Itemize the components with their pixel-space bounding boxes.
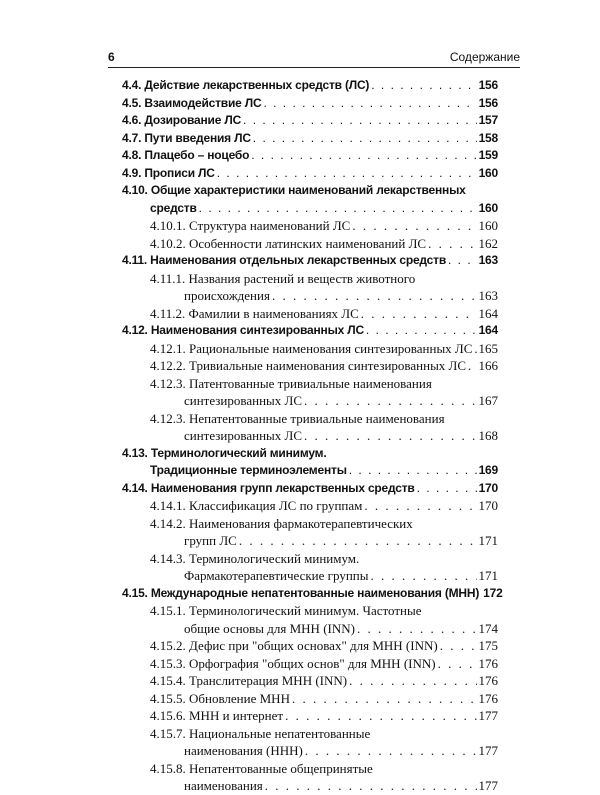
dot-leader bbox=[357, 620, 477, 638]
toc-entry bbox=[122, 410, 498, 445]
toc-entry-line-last bbox=[122, 217, 498, 235]
toc-entry bbox=[122, 235, 498, 253]
toc-entry-title: 4.15.2. Дефис при "общих основах" для МНН (INN) bbox=[150, 638, 438, 653]
dot-leader bbox=[239, 532, 477, 550]
toc-entry bbox=[122, 252, 498, 270]
toc-entry bbox=[122, 550, 498, 585]
toc-entry bbox=[122, 305, 498, 323]
toc-page-number: 164 bbox=[478, 305, 498, 321]
toc-entry-title: Традиционные терминоэлементы bbox=[150, 463, 347, 477]
toc-entry-title: 4.15.6. МНН и интернет bbox=[150, 708, 284, 723]
toc-entry-title: 4.14.1. Классификация ЛС по группам bbox=[150, 498, 363, 513]
toc-page-number: 167 bbox=[478, 393, 498, 408]
toc-entry-line bbox=[122, 270, 498, 288]
toc-entry-line-last bbox=[122, 690, 498, 708]
toc-page-number: 160 bbox=[478, 200, 498, 215]
dot-leader bbox=[352, 217, 476, 235]
dot-leader bbox=[364, 497, 476, 515]
toc-entry-title: 4.12.1. Рациональные наименования синтезированных ЛС bbox=[150, 340, 473, 356]
toc-entry-line-last bbox=[122, 480, 498, 498]
toc-entry-title: 4.6. Дозирование ЛС bbox=[122, 113, 242, 127]
toc-entry-title: 4.15. Международные непатентованные наименования (МНН) bbox=[122, 585, 480, 600]
toc-entry-title: 4.14.3. Терминологический минимум. bbox=[150, 550, 360, 566]
toc-entry-title: 4.15.7. Национальные непатентованные bbox=[150, 725, 371, 741]
dot-leader bbox=[370, 567, 476, 585]
toc-entry-line-last bbox=[122, 287, 498, 305]
toc-entry bbox=[122, 95, 498, 113]
toc-page-number: 177 bbox=[478, 743, 498, 758]
toc-entry bbox=[122, 77, 498, 95]
toc-entry-title: 4.12.3. Непатентованные тривиальные наименования bbox=[150, 410, 445, 426]
dot-leader bbox=[438, 655, 477, 673]
toc-page-number: 156 bbox=[478, 95, 498, 110]
toc-page-number: 176 bbox=[478, 655, 498, 671]
toc-page-number: 169 bbox=[478, 463, 498, 477]
toc-entry-title: общие основы для МНН (INN) bbox=[184, 620, 355, 636]
toc-entry-title: 4.12. Наименования синтезированных ЛС bbox=[122, 323, 364, 337]
toc-entry-title: 4.9. Прописи ЛС bbox=[122, 165, 215, 180]
toc-entry-line bbox=[122, 760, 498, 778]
toc-page-number: 176 bbox=[478, 690, 498, 706]
page-number: 6 bbox=[108, 50, 115, 64]
toc-page-number: 165 bbox=[478, 340, 498, 356]
toc-entry bbox=[122, 445, 498, 480]
toc-entry-line-last bbox=[122, 340, 498, 358]
toc-page-number: 164 bbox=[478, 323, 498, 337]
toc-entry-title: наименования (ННН) bbox=[184, 743, 303, 758]
dot-leader bbox=[371, 77, 476, 95]
toc-entry-line bbox=[122, 445, 498, 463]
toc-entry-line bbox=[122, 410, 498, 428]
dot-leader bbox=[272, 287, 477, 305]
dot-leader bbox=[366, 322, 477, 340]
toc-page-number: 157 bbox=[478, 113, 498, 127]
toc-entry bbox=[122, 340, 498, 358]
toc-entry bbox=[122, 725, 498, 760]
toc-page-number: 166 bbox=[478, 358, 498, 373]
toc-entry-line-last bbox=[122, 585, 503, 603]
toc-entry-title: 4.5. Взаимодействие ЛС bbox=[122, 95, 262, 110]
toc-entry-title: групп ЛС bbox=[184, 533, 237, 548]
dot-leader bbox=[251, 147, 476, 165]
toc-entry-line bbox=[122, 725, 498, 743]
dot-leader bbox=[199, 200, 477, 218]
toc-entry-title: 4.14.2. Наименования фармакотерапевтических bbox=[150, 515, 413, 531]
dot-leader bbox=[304, 427, 476, 445]
toc-entry-line bbox=[122, 550, 498, 568]
dot-leader bbox=[349, 672, 476, 690]
toc-entry-line-last bbox=[122, 655, 498, 673]
toc-entry-title: 4.15.3. Орфография "общих основ" для МНН (INN) bbox=[150, 655, 436, 671]
toc-entry bbox=[122, 147, 498, 165]
toc-page-number: 171 bbox=[478, 568, 498, 583]
toc-entry-line-last bbox=[122, 165, 498, 183]
toc-entry-title: Фармакотерапевтические группы bbox=[184, 568, 369, 583]
toc-entry bbox=[122, 375, 498, 410]
toc-page-number: 163 bbox=[478, 288, 498, 303]
running-title: Содержание bbox=[449, 50, 520, 64]
toc-entry-line-last bbox=[122, 95, 498, 113]
toc-entry-line-last bbox=[122, 130, 498, 148]
toc-entry-line-last bbox=[122, 392, 498, 410]
toc-entry-line-last bbox=[122, 497, 498, 515]
toc-entry bbox=[122, 672, 498, 690]
toc-page-number: 174 bbox=[478, 620, 498, 636]
toc-entry-title: 4.15.8. Непатентованные общепринятые bbox=[150, 760, 373, 776]
toc-entry-line-last bbox=[122, 672, 498, 690]
toc-entry bbox=[122, 357, 498, 375]
toc-entry bbox=[122, 602, 498, 637]
toc-entry-title: 4.12.3. Патентованные тривиальные наименования bbox=[150, 375, 432, 391]
toc-entry-line-last bbox=[122, 77, 498, 95]
toc-entry bbox=[122, 480, 498, 498]
toc-entry bbox=[122, 130, 498, 148]
toc-entry bbox=[122, 322, 498, 340]
toc-entry bbox=[122, 165, 498, 183]
toc-entry-title: 4.4. Действие лекарственных средств (ЛС) bbox=[122, 78, 370, 92]
toc-entry-title: средств bbox=[150, 200, 197, 215]
toc-entry-line-last bbox=[122, 707, 498, 725]
toc-entry-line-last bbox=[122, 567, 498, 585]
toc-page-number: 158 bbox=[478, 130, 498, 145]
toc-entry-title: синтезированных ЛС bbox=[184, 393, 303, 408]
toc-entry bbox=[122, 270, 498, 305]
toc-entry-title: 4.15.4. Транслитерация МНН (INN) bbox=[150, 673, 348, 688]
toc-entry-title: 4.11.1. Названия растений и веществ животного bbox=[150, 270, 416, 286]
page-header bbox=[108, 46, 520, 66]
toc-entry-line-last bbox=[122, 777, 498, 795]
toc-entry bbox=[122, 112, 498, 130]
toc-entry-line-last bbox=[122, 322, 498, 340]
toc-entry-line-last bbox=[122, 147, 498, 165]
toc-entry-line bbox=[122, 515, 498, 533]
dot-leader bbox=[305, 742, 477, 760]
toc-entry-line-last bbox=[122, 200, 498, 218]
toc-entry bbox=[122, 585, 503, 603]
toc-entry-title: синтезированных ЛС bbox=[184, 428, 303, 443]
dot-leader bbox=[349, 462, 477, 480]
toc-entry bbox=[122, 690, 498, 708]
toc-entry-line bbox=[122, 602, 498, 620]
toc-page-number: 162 bbox=[478, 235, 498, 251]
toc-entry bbox=[122, 707, 498, 725]
toc-entry bbox=[122, 217, 498, 235]
toc-page-number: 160 bbox=[478, 165, 498, 180]
toc-page-number: 170 bbox=[478, 498, 498, 513]
dot-leader bbox=[243, 112, 477, 130]
toc-page-number: 156 bbox=[478, 78, 498, 92]
toc-entry-line-last bbox=[122, 252, 498, 270]
toc-entry-line-last bbox=[122, 532, 498, 550]
toc-entry-title: 4.10.1. Структура наименований ЛС bbox=[150, 218, 351, 233]
dot-leader bbox=[304, 392, 476, 410]
toc-page-number: 171 bbox=[478, 533, 498, 548]
toc-page-number: 163 bbox=[478, 253, 498, 267]
toc-page-number: 160 bbox=[478, 218, 498, 233]
toc-page-number: 168 bbox=[478, 428, 498, 443]
toc-entry bbox=[122, 760, 498, 795]
toc-entry-title: наименования bbox=[184, 778, 263, 793]
dot-leader bbox=[253, 130, 477, 148]
dot-leader bbox=[292, 690, 477, 708]
dot-leader bbox=[265, 777, 477, 795]
dot-leader bbox=[285, 707, 476, 725]
toc-entry-title: 4.13. Терминологический минимум. bbox=[122, 445, 327, 460]
dot-leader bbox=[440, 637, 477, 655]
toc-page-number: 177 bbox=[478, 778, 498, 793]
toc-entry-title: 4.8. Плацебо – ноцебо bbox=[122, 148, 250, 162]
toc-entry-title: 4.10. Общие характеристики наименований лекарственных bbox=[122, 183, 466, 197]
dot-leader bbox=[448, 252, 477, 270]
toc-entry-line bbox=[122, 375, 498, 393]
toc-entry-line-last bbox=[122, 637, 498, 655]
toc-entry-line-last bbox=[122, 112, 498, 130]
toc-page-number: 177 bbox=[478, 708, 498, 723]
dot-leader bbox=[468, 357, 476, 375]
dot-leader bbox=[263, 95, 476, 113]
toc-entry bbox=[122, 182, 498, 217]
toc-page-number: 159 bbox=[478, 148, 498, 162]
toc-entry-title: 4.12.2. Тривиальные наименования синтезированных ЛС bbox=[150, 358, 467, 373]
toc-entry-line-last bbox=[122, 235, 498, 253]
table-of-contents bbox=[122, 77, 503, 795]
toc-page-number: 176 bbox=[478, 673, 498, 688]
toc-entry-line-last bbox=[122, 462, 498, 480]
dot-leader bbox=[361, 305, 477, 323]
toc-entry-line-last bbox=[122, 742, 498, 760]
header-rule bbox=[108, 67, 520, 68]
toc-entry-title: 4.11. Наименования отдельных лекарственных средств bbox=[122, 253, 447, 267]
toc-entry-line-last bbox=[122, 620, 498, 638]
toc-entry-line-last bbox=[122, 305, 498, 323]
toc-entry-title: 4.10.2. Особенности латинских наименований ЛС bbox=[150, 235, 427, 251]
toc-entry-line-last bbox=[122, 357, 498, 375]
toc-entry-title: происхождения bbox=[184, 288, 270, 303]
toc-page-number: 170 bbox=[478, 480, 498, 495]
toc-entry bbox=[122, 637, 498, 655]
toc-entry bbox=[122, 515, 498, 550]
toc-entry bbox=[122, 497, 498, 515]
toc-entry-title: 4.15.5. Обновление МНН bbox=[150, 690, 290, 706]
dot-leader bbox=[474, 340, 476, 358]
toc-entry-line bbox=[122, 182, 498, 200]
toc-entry-title: 4.14. Наименования групп лекарственных средств bbox=[122, 480, 415, 495]
toc-entry-title: 4.11.2. Фамилии в наименованиях ЛС bbox=[150, 305, 359, 321]
toc-entry bbox=[122, 655, 498, 673]
toc-entry-title: 4.15.1. Терминологический минимум. Частотные bbox=[150, 603, 422, 618]
dot-leader bbox=[417, 480, 477, 498]
toc-entry-line-last bbox=[122, 427, 498, 445]
dot-leader bbox=[428, 235, 476, 253]
toc-page-number: 175 bbox=[478, 638, 498, 653]
toc-page-number: 172 bbox=[483, 585, 503, 600]
dot-leader bbox=[217, 165, 477, 183]
toc-entry-title: 4.7. Пути введения ЛС bbox=[122, 130, 251, 145]
